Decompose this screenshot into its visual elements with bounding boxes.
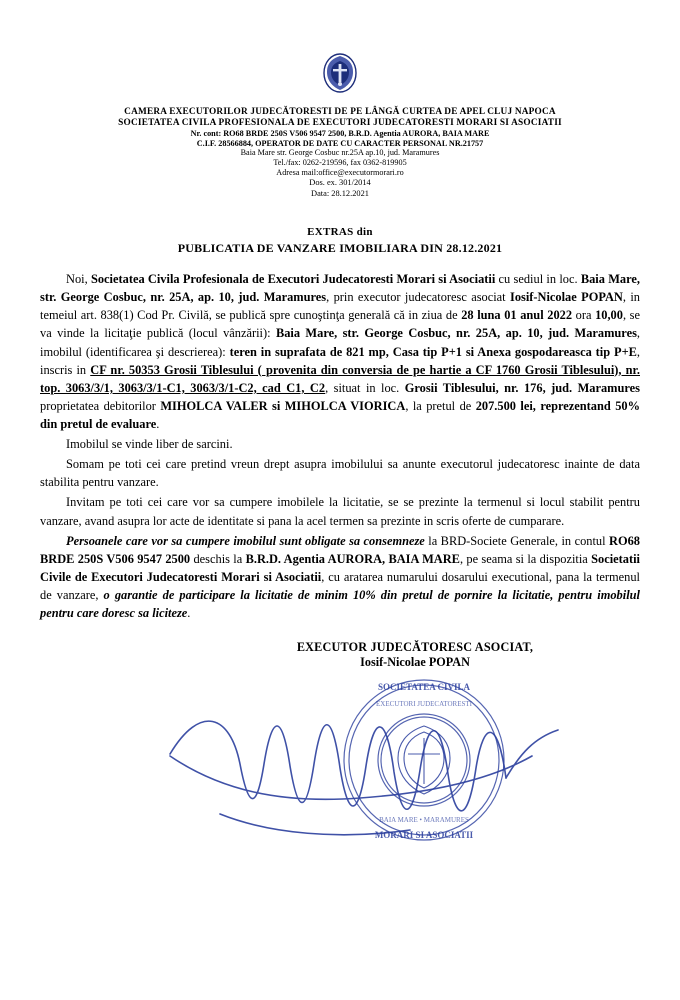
svg-text:BAIA MARE • MARAMURES: BAIA MARE • MARAMURES <box>379 816 469 825</box>
paragraph-free-of-charges: Imobilul se vinde liber de sarcini. <box>66 437 233 452</box>
p1-price: 207.500 lei, reprezentand 50% din pretul de evaluare <box>40 398 640 432</box>
p1-land-registry: CF nr. 50353 Grosii Tiblesului ( provenita din conversia de pe hartie a CF 1760 Grosii Tiblesului), nr. top. 3063/3/1, 3063/3/1-C1, 3063/3/1-C2, cad C1, C2 <box>40 362 640 395</box>
p1-auction-date: 28 luna 01 anul 2022 <box>461 308 573 323</box>
p1-executor-name: Iosif-Nicolae POPAN <box>510 290 623 305</box>
letterhead-line-1: CAMERA EXECUTORILOR JUDECĂTORESTI DE PE LÂNGĂ CURTEA DE APEL CLUJ NAPOCA <box>124 107 556 117</box>
p5-obligation: Persoanele care vor sa cumpere imobilul sunt obligate sa consemneze <box>66 533 425 548</box>
p1-seg-e: , prin executor judecatoresc asociat <box>326 290 510 305</box>
p5-seg-f: , pe seama si la dispozitia <box>459 551 592 566</box>
p1-office-address: Baia Mare, str. George Cosbuc, nr. 25A, ap. 10, jud. Maramures <box>40 272 640 305</box>
p1-seg-q: , situat in loc. <box>325 380 405 395</box>
p1-property-description: teren in suprafata de 821 mp, Casa tip P+1 si Anexa gospodareasca tip P+E <box>229 344 637 359</box>
p1-seg-g: , in temeiul art. 838(1) Cod Pr. Civilă, se publică spre cunoştinţa generală că in ziua de <box>40 290 640 323</box>
letterhead-account: Nr. cont: RO68 BRDE 250S V506 9547 2500, B.R.D. Agentia AURORA, BAIA MARE <box>190 128 490 138</box>
p1-auction-hour: 10,00 <box>595 308 623 323</box>
letterhead-cif: C.I.F. 28566884, OPERATOR DE DATE CU CARACTER PERSONAL NR.21757 <box>196 138 484 148</box>
paragraph-deposit <box>40 532 640 623</box>
emblem-container <box>40 50 640 101</box>
p5-seg-b: la BRD-Societe Generale, in contul <box>424 533 610 548</box>
p5-seg-d: deschis la <box>190 551 246 566</box>
document-title-block <box>40 226 640 256</box>
file-number: Dos. ex. 301/2014 <box>309 178 371 188</box>
p5-seg-h: , cu aratarea numarului dosarului executional, pana la termenul de vanzare, <box>40 569 640 602</box>
letterhead-address: Baia Mare str. George Cosbuc nr.25A ap.10, jud. Maramures <box>240 148 440 158</box>
title-line-1: EXTRAS din <box>307 226 373 239</box>
p1-seg-a: Noi, <box>66 272 91 287</box>
letterhead-line-2: SOCIETATEA CIVILA PROFESIONALA DE EXECUTORI JUDECATORESTI MORARI SI ASOCIATII <box>118 117 562 128</box>
p5-seg-j: . <box>187 606 191 621</box>
p1-company: Societatea Civila Profesionala de Executori Judecatoresti Morari si Asociatii <box>90 272 496 287</box>
p5-guarantee: o garantie de participare la licitatie de minim 10% din pretul de pornire la licitatie, pentru imobilul pentru care doresc sa liciteze <box>40 588 640 621</box>
p1-seg-i: ora <box>572 308 596 323</box>
p1-debtors: MIHOLCA VALER si MIHOLCA VIORICA <box>160 398 406 413</box>
stamp-signature-area <box>40 664 640 904</box>
paragraph-invitation: Invitam pe toti cei care vor sa cumpere imobilele la licitatie, se se prezinte la termenul si locul stabilit pentru vanzare, avand asupra lor acte de identitate si pana la acel termen sa prezinte in scris oferte de cumparare. <box>40 495 640 528</box>
p1-seg-m: , imobilul (identificarea şi descrierea): <box>40 326 641 359</box>
svg-text:SOCIETATEA CIVILA: SOCIETATEA CIVILA <box>378 682 470 693</box>
coat-of-arms-emblem-icon <box>317 50 363 96</box>
paragraph-summons: Somam pe toti cei care pretind vreun drept asupra imobilului sa anunte executorul judecatoresc inainte de data stabilita pentru vanzare. <box>40 457 640 490</box>
p1-locality: Grosii Tiblesului, nr. 176, jud. Maramures <box>404 380 640 395</box>
title-line-2: PUBLICATIA DE VANZARE IMOBILIARA DIN 28.12.2021 <box>177 241 503 256</box>
svg-text:EXECUTORI JUDECATORESTI: EXECUTORI JUDECATORESTI <box>376 700 472 709</box>
p1-auction-place: Baia Mare, str. George Cosbuc, nr. 25A, ap. 10, jud. Maramures <box>275 326 637 341</box>
document-date: Data: 28.12.2021 <box>311 189 369 199</box>
p1-seg-c: cu sediul in loc. <box>495 272 581 287</box>
p1-seg-k: , se va vinde la licitaţie publică (locul vânzării): <box>40 308 640 341</box>
handwritten-signature-icon <box>160 694 580 864</box>
p1-seg-u: , la pretul de <box>405 398 476 413</box>
p5-bank: B.R.D. Agentia AURORA, BAIA MARE <box>245 551 460 566</box>
letterhead-email: Adresa mail:office@executormorari.ro <box>276 167 404 177</box>
document-body <box>40 270 640 622</box>
signature-name: Iosif-Nicolae POPAN <box>360 655 470 670</box>
document-meta <box>40 178 640 200</box>
p1-seg-s: proprietatea debitorilor <box>40 398 161 413</box>
p1-seg-o: , inscris in <box>40 344 641 377</box>
signature-title: EXECUTOR JUDECĂTORESC ASOCIAT, <box>296 640 534 655</box>
letterhead <box>40 107 640 200</box>
paragraph-main <box>40 270 640 433</box>
p5-beneficiary: Societatii Civile de Executori Judecatoresti Morari si Asociatii <box>40 551 640 584</box>
p5-iban: RO68 BRDE 250S V506 9547 2500 <box>40 533 640 566</box>
p1-seg-w: . <box>156 417 160 432</box>
letterhead-phone: Tel./fax: 0262-219596, fax 0362-819905 <box>273 157 407 167</box>
svg-text:MORARI SI ASOCIATII: MORARI SI ASOCIATII <box>374 830 474 841</box>
